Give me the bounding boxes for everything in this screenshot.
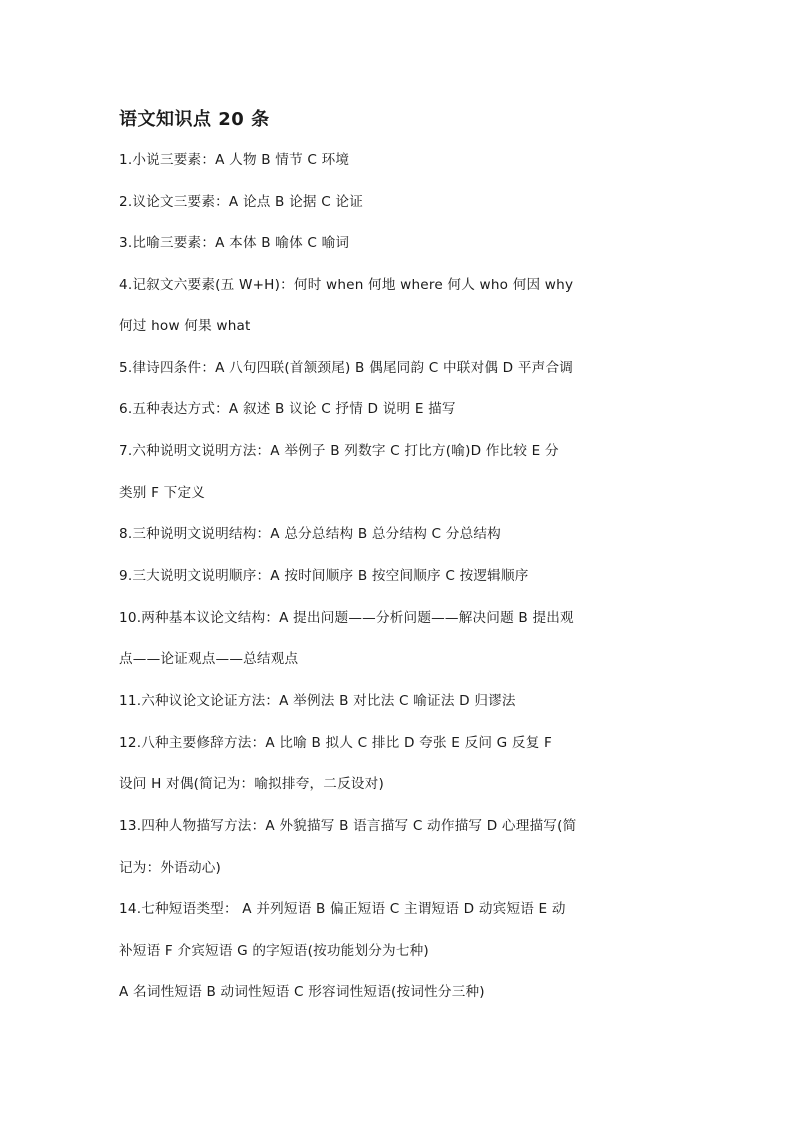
document-title: 语文知识点 20 条	[119, 109, 270, 130]
text-line: 6.五种表达方式：A 叙述 B 议论 C 抒情 D 说明 E 描写	[119, 401, 456, 417]
text-line: 记为：外语动心)	[119, 860, 222, 876]
text-line: A 名词性短语 B 动词性短语 C 形容词性短语(按词性分三种)	[119, 984, 485, 1000]
text-line: 9.三大说明文说明顺序：A 按时间顺序 B 按空间顺序 C 按逻辑顺序	[119, 568, 529, 584]
text-line: 7.六种说明文说明方法：A 举例子 B 列数字 C 打比方(喻)D 作比较 E 分	[119, 443, 559, 459]
text-line: 13.四种人物描写方法：A 外貌描写 B 语言描写 C 动作描写 D 心理描写(简	[119, 818, 577, 834]
text-line: 14.七种短语类型： A 并列短语 B 偏正短语 C 主谓短语 D 动宾短语 E 动	[119, 901, 566, 917]
text-line: 5.律诗四条件：A 八句四联(首颔颈尾) B 偶尾同韵 C 中联对偶 D 平声合调	[119, 360, 574, 376]
text-line: 点——论证观点——总结观点	[119, 651, 299, 667]
text-line: 4.记叙文六要素(五 W+H)：何时 when 何地 where 何人 who 何因 why	[119, 277, 574, 293]
text-line: 设问 H 对偶(简记为：喻拟排夸，二反设对)	[119, 776, 384, 792]
text-line: 3.比喻三要素：A 本体 B 喻体 C 喻词	[119, 235, 350, 251]
text-line: 8.三种说明文说明结构：A 总分总结构 B 总分结构 C 分总结构	[119, 526, 501, 542]
text-line: 类别 F 下定义	[119, 485, 206, 501]
text-line: 11.六种议论文论证方法：A 举例法 B 对比法 C 喻证法 D 归谬法	[119, 693, 516, 709]
text-line: 何过 how 何果 what	[119, 318, 251, 334]
text-line: 12.八种主要修辞方法：A 比喻 B 拟人 C 排比 D 夸张 E 反问 G 反复 F	[119, 735, 553, 751]
text-line: 2.议论文三要素：A 论点 B 论据 C 论证	[119, 194, 364, 210]
text-line: 1.小说三要素：A 人物 B 情节 C 环境	[119, 152, 350, 168]
text-line: 10.两种基本议论文结构：A 提出问题——分析问题——解决问题 B 提出观	[119, 610, 574, 626]
text-line: 补短语 F 介宾短语 G 的字短语(按功能划分为七种)	[119, 943, 429, 959]
